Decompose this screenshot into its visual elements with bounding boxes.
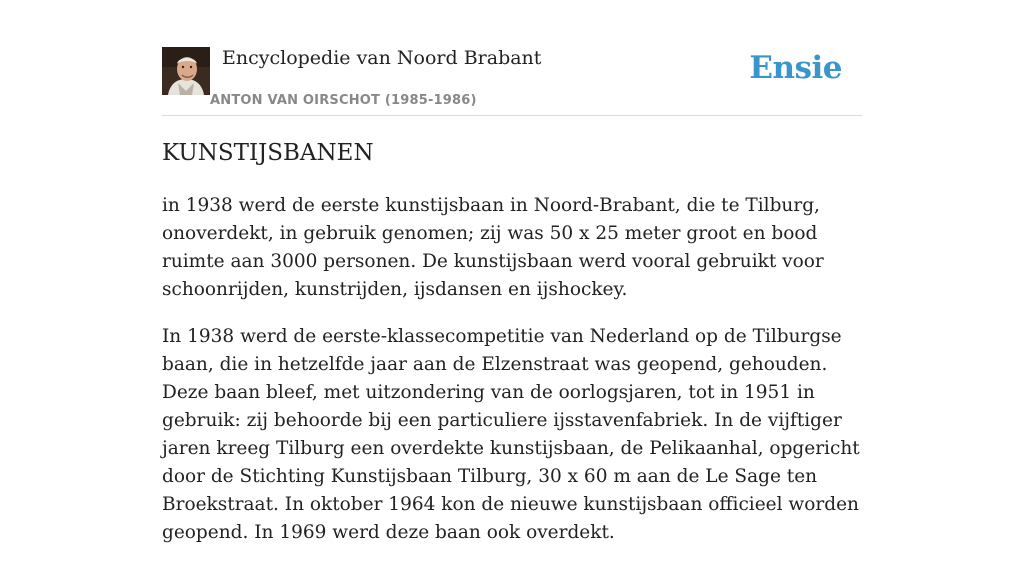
- article-body: [162, 192, 864, 566]
- article-title: KUNSTIJSBANEN: [162, 140, 374, 166]
- author-portrait-icon: [162, 47, 210, 95]
- source-title[interactable]: Encyclopedie van Noord Brabant: [222, 47, 542, 69]
- page-header: [162, 44, 862, 116]
- article-paragraph: in 1938 werd de eerste kunstijsbaan in Noord-Brabant, die te Tilburg, onoverdekt, in gebruik genomen; zij was 50 x 25 meter groot en bood ruimte aan 3000 personen. De kunstijsbaan werd vooral gebruikt voor schoonrijden, kunstrijden, ijsdansen en ijshockey.: [162, 195, 824, 300]
- author-avatar[interactable]: [162, 47, 210, 95]
- article-paragraph: In 1938 werd de eerste-klassecompetitie van Nederland op de Tilburgse baan, die in hetzelfde jaar aan de Elzenstraat was geopend, gehouden. Deze baan bleef, met uitzondering van de oorlogsjaren, tot in 1951 in gebruik: zij behoorde bij een particuliere ijsstavenfabriek. In de vijftiger jaren kreeg Tilburg een overdekte kunstijsbaan, de Pelikaanhal, opgericht door de Stichting Kunstijsbaan Tilburg, 30 x 60 m aan de Le Sage ten Broekstraat. In oktober 1964 kon de nieuwe kunstijsbaan officieel worden geopend. In 1969 werd deze baan ook overdekt.: [162, 326, 860, 543]
- author-name[interactable]: ANTON VAN OIRSCHOT (1985-1986): [210, 93, 477, 108]
- ensie-logo[interactable]: Ensie: [749, 50, 842, 86]
